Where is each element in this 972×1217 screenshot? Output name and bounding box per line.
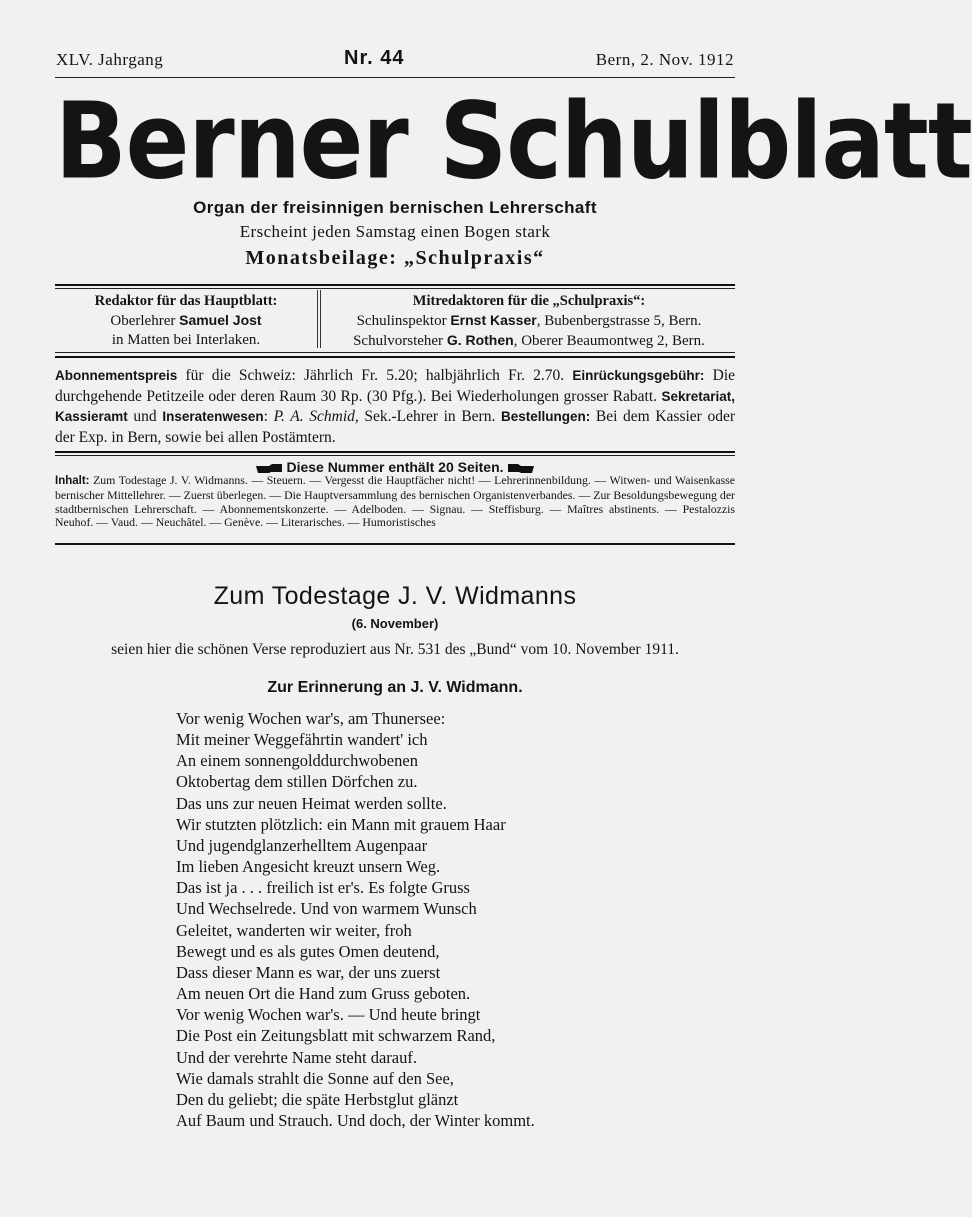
poem-line: Dass dieser Mann es war, der uns zuerst [176,962,441,982]
poem-line: Auf Baum und Strauch. Und doch, der Winter kommt. [176,1110,535,1130]
divider [55,455,735,456]
poem-line: Den du geliebt; die späte Herbstglut glänzt [176,1089,459,1109]
co-editor-address: , Oberer Beaumontweg 2, Bern. [513,333,705,349]
subscription-text: für die Schweiz: Jährlich Fr. 5.20; halbjährlich Fr. 2.70. [177,367,573,384]
place-date: Bern, 2. Nov. 1912 [595,50,734,69]
volume-label: XLV. Jahrgang [56,50,164,69]
poem-line: Und der verehrte Name steht darauf. [176,1047,417,1067]
divider [55,356,735,358]
editor-main [55,292,317,350]
divider [55,451,735,453]
masthead-subtitle: Organ der freisinnigen bernischen Lehrerschaft [193,198,597,217]
subscription-info [55,366,735,448]
co-editor-name: Ernst Kasser [450,312,537,328]
editor-name: Samuel Jost [179,312,262,328]
co-editor-name: G. Rothen [446,332,514,348]
poem-line: Das uns zur neuen Heimat werden sollte. [176,793,447,813]
editor-main-line2: in Matten bei Interlaken. [111,332,261,348]
poem-line: Am neuen Ort die Hand zum Gruss geboten. [176,984,471,1004]
masthead-title: Berner Schulblatt [55,81,972,204]
co-editor-line2 [322,331,736,351]
advertising-label: Inseratenwesen [162,409,264,424]
poem [176,708,736,1131]
poem-line: Geleitet, wanderten wir weiter, froh [176,920,412,940]
poem-line: Mit meiner Weggefährtin wandert' ich [176,730,428,750]
page-count-text: Diese Nummer enthält 20 Seiten. [286,459,504,475]
supplement-note: Monatsbeilage: „Schulpraxis“ [245,247,545,269]
advertising-text: : [263,408,274,425]
poem-line: Wie damals strahlt die Sonne auf den See, [176,1068,454,1088]
co-editor-role: Schulvorsteher [353,333,447,349]
subscription-label: Abonnementspreis [55,368,178,383]
poem-line: Vor wenig Wochen war's. — Und heute bringt [176,1005,481,1025]
co-editors [322,292,736,351]
co-editors-heading: Mitredaktoren für die „Schulpraxis“: [412,293,646,309]
poem-line: Im lieben Angesicht kreuzt unsern Weg. [176,857,441,877]
editor-role: Oberlehrer [110,313,180,329]
table-of-contents [55,474,735,530]
secretariat-text: und [127,408,163,425]
divider [55,288,735,289]
poem-title: Zur Erinnerung an J. V. Widmann. [267,679,523,696]
orders-text: Bei dem Kassier oder der Exp. in Bern, sowie bei allen Postämtern. [55,408,735,446]
poem-line: An einem sonnengolddurchwobenen [176,751,418,771]
poem-line: Das ist ja . . . freilich ist er's. Es folgte Gruss [176,878,470,898]
co-editor-address: , Bubenbergstrasse 5, Bern. [536,313,702,329]
editor-main-heading: Redaktor für das Hauptblatt: [94,293,278,309]
article-intro: seien hier die schönen Verse reproduziert aus Nr. 531 des „Bund“ vom 10. November 1911. [111,641,679,658]
divider [55,352,735,353]
contact-role: Sek.-Lehrer in Bern. [358,408,501,425]
column-divider [317,290,318,348]
divider [55,543,735,545]
divider [55,77,735,78]
poem-line: Wir stutzten plötzlich: ein Mann mit grauem Haar [176,814,506,834]
contact-name: P. A. Schmid, [273,408,359,425]
contents-text: Zum Todestage J. V. Widmanns. — Steuern. — Vergesst die Hauptfächer nicht! — Lehrerinnenbildung. — Witwen- und Waisenkasse bernischer Mittellehrer. — Zuerst überlegen. — Die Hauptversammlung des bernischen Organistenverbandes. — Zur Besoldungsbewegung der stadtbernischen Lehrerschaft. — Abonnementskonzerte. — Adelboden. — Signau. — Steffisburg. — Maîtres abstinents. — Pestalozzis Neuhof. — Vaud. — Neuchâtel. — Genève. — Literarisches. — Humoristisches [55,473,735,530]
article-title: Zum Todestage J. V. Widmanns [213,582,577,610]
ad-fee-label: Einrückungsgebühr: [572,368,705,383]
orders-label: Bestellungen: [500,409,591,424]
poem-line: Und Wechselrede. Und von warmem Wunsch [176,899,477,919]
editor-main-line1 [55,311,317,331]
poem-line: Oktobertag dem stillen Dörfchen zu. [176,772,418,792]
contents-label: Inhalt: [55,475,90,487]
poem-line: Die Post ein Zeitungsblatt mit schwarzem Rand, [176,1026,496,1046]
column-divider [320,290,321,348]
article-date: (6. November) [351,616,439,631]
divider [55,284,735,286]
co-editor-role: Schulinspektor [356,313,451,329]
secretariat-label: Sekretariat, Kassieramt [55,388,735,424]
publication-schedule: Erscheint jeden Samstag einen Bogen stark [239,222,551,241]
co-editor-line1 [322,311,736,331]
issue-number: Nr. 44 [344,47,405,69]
ad-fee-text: Die durchgehende Petitzeile oder deren Raum 30 Rp. (30 Pfg.). Bei Wiederholungen grosser Rabatt. [55,367,736,405]
poem-line: Und jugendglanzerhelltem Augenpaar [176,835,428,855]
poem-line: Vor wenig Wochen war's, am Thunersee: [176,709,446,728]
poem-line: Bewegt und es als gutes Omen deutend, [176,941,440,961]
